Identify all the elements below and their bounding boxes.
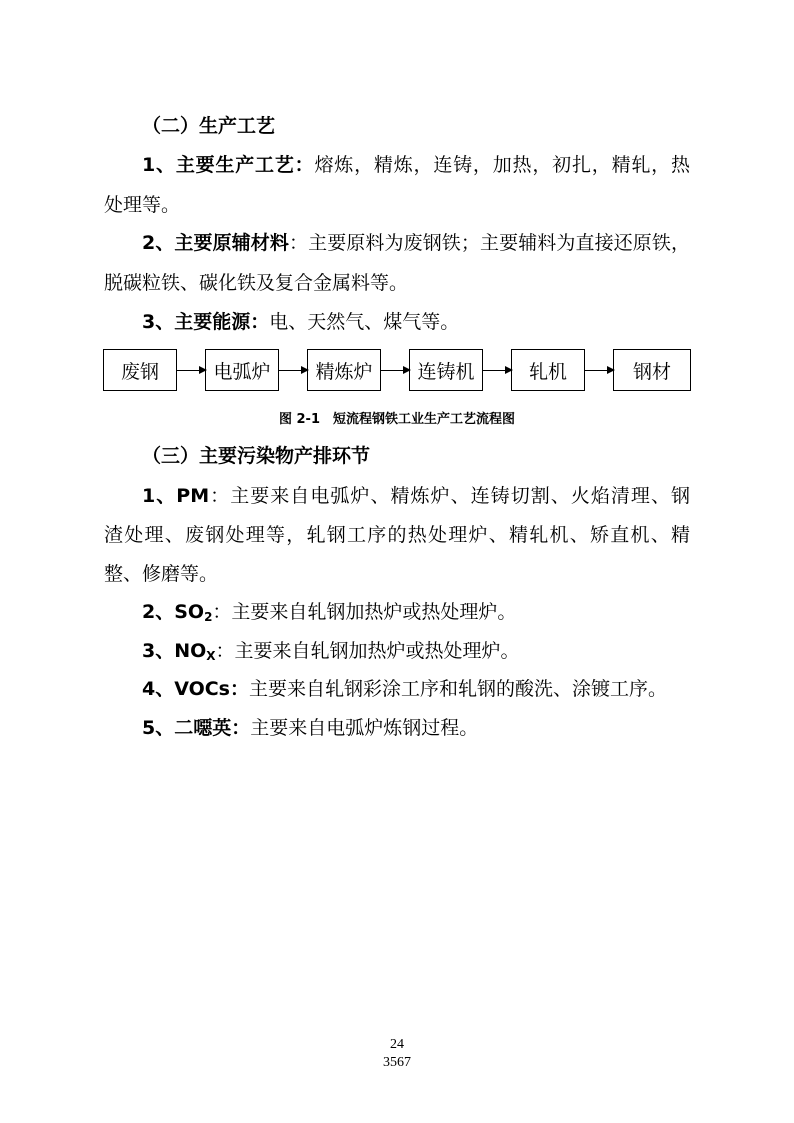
flow-step-rolling-mill: 轧机 [511, 349, 585, 391]
pm-text-a: ：主要来自电弧炉、精炼炉、连铸切割、火焰清理、钢 [209, 485, 690, 507]
item-1-text-a: 熔炼，精炼，连铸，加热，初扎，精轧，热 [314, 154, 690, 176]
item-1-line-2: 处理等。 [104, 194, 181, 216]
voc-line [142, 677, 667, 701]
item-2-label: 2、主要原辅材料 [142, 232, 290, 254]
dioxin-label: 5、二噁英： [142, 717, 251, 739]
pm-line-3: 整、修磨等。 [104, 563, 219, 585]
flow-step-scrap: 废钢 [103, 349, 177, 391]
item-2-text-a: ：主要原料为废钢铁；主要辅料为直接还原铁， [289, 232, 690, 254]
item-1-label: 1、主要生产工艺： [142, 154, 315, 176]
item-1-line-1 [142, 153, 690, 177]
item-3-text: 电、天然气、煤气等。 [269, 311, 460, 333]
pm-line-2: 渣处理、废钢处理等，轧钢工序的热处理炉、精轧机、矫直机、精 [104, 524, 690, 546]
page-number: 24 [390, 1037, 404, 1052]
flow-step-caster: 连铸机 [409, 349, 483, 391]
flow-arrow [177, 370, 205, 371]
so2-label: 2、$SO_2$ [142, 601, 213, 624]
item-3-label: 3、主要能源： [142, 311, 270, 333]
flow-step-arc-furnace: 电弧炉 [205, 349, 279, 391]
flow-step-refining-furnace: 精炼炉 [307, 349, 381, 391]
item-2-line-2: 脱碳粒铁、碳化铁及复合金属料等。 [104, 272, 409, 294]
voc-label: 4、VOCs： [142, 678, 249, 700]
item-3-line [142, 310, 459, 334]
section-3-title: （三）主要污染物产排环节 [142, 445, 371, 467]
dioxin-text: 主要来自电弧炉炼钢过程。 [250, 717, 479, 739]
dioxin-line [142, 716, 478, 740]
flow-step-steel: 钢材 [613, 349, 691, 391]
process-flow-diagram [103, 349, 693, 393]
nox-text: ：主要来自轧钢加热炉或热处理炉。 [215, 640, 520, 662]
section-2-title: （二）生产工艺 [142, 115, 276, 137]
pm-label: 1、PM [142, 485, 210, 507]
pm-line-1 [142, 484, 690, 508]
nox-label: 3、$NO_X$ [142, 640, 216, 663]
document-page-number: 3567 [383, 1055, 411, 1070]
flow-arrow [483, 370, 511, 371]
flow-arrow [381, 370, 409, 371]
flow-arrow [279, 370, 307, 371]
so2-text: ：主要来自轧钢加热炉或热处理炉。 [212, 601, 517, 623]
figure-caption: 图 2-1 短流程钢铁工业生产工艺流程图 [278, 412, 515, 427]
so2-line [142, 600, 516, 629]
flow-arrow [585, 370, 613, 371]
item-2-line-1 [142, 231, 690, 255]
nox-line [142, 639, 520, 668]
voc-text: 主要来自轧钢彩涂工序和轧钢的酸洗、涂镀工序。 [249, 678, 668, 700]
